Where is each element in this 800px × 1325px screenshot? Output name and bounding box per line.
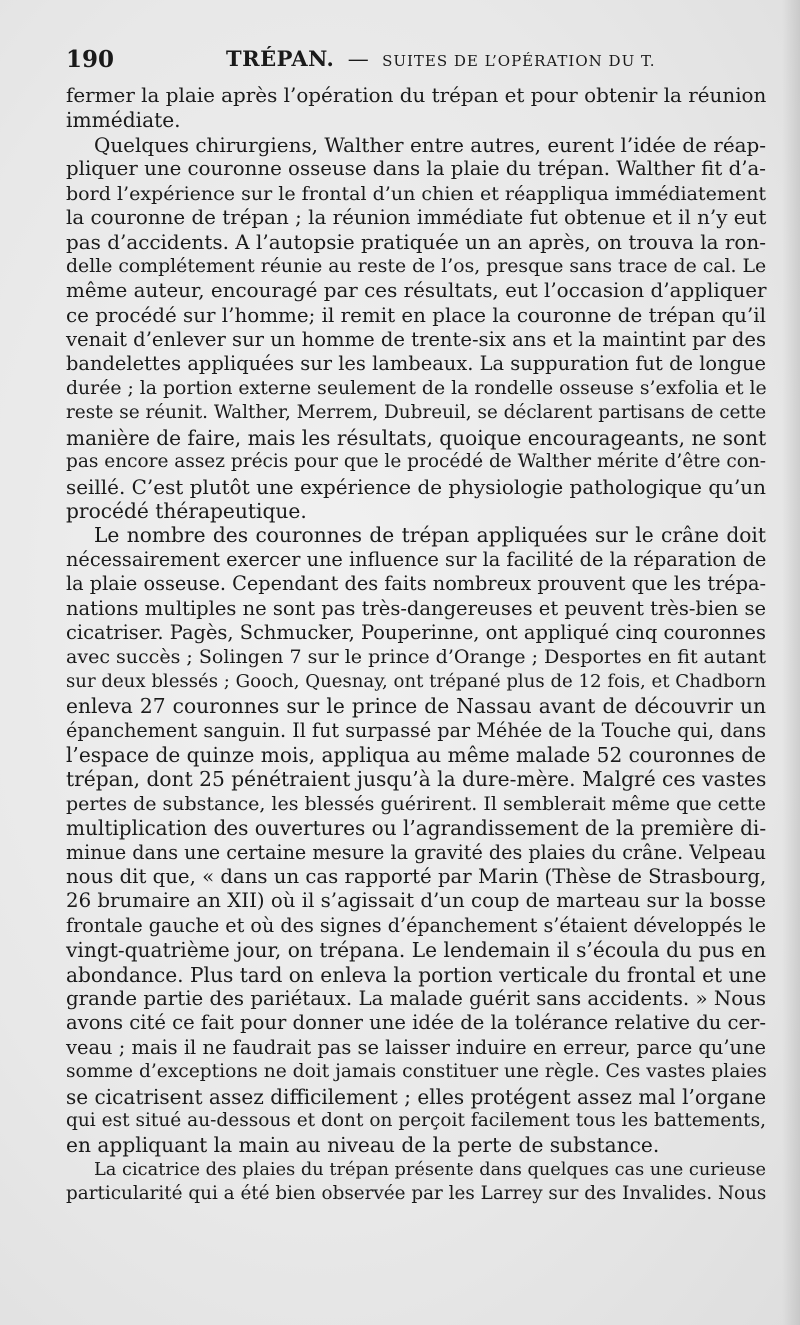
page-header xyxy=(66,46,768,76)
text-line: avons cité ce fait pour donner une idée de la tolérance relative du cer- xyxy=(66,1011,766,1035)
text-line: en appliquant la main au niveau de la perte de substance. xyxy=(66,1133,660,1158)
text-line: Le nombre des couronnes de trépan appliquées sur le crâne doit xyxy=(94,523,766,548)
paragraph xyxy=(66,133,766,524)
text-line: fermer la plaie après l’opération du trépan et pour obtenir la réunion xyxy=(66,84,767,107)
page-number: 190 xyxy=(66,46,115,73)
text-line: durée ; la portion externe seulement de la rondelle osseuse s’exfolia et le xyxy=(66,377,767,399)
text-line: reste se réunit. Walther, Merrem, Dubreuil, se déclarent partisans de cette xyxy=(66,402,767,424)
text-line: immédiate. xyxy=(66,108,181,133)
text-line: se cicatrisent assez difficilement ; elles protégent assez mal l’organe xyxy=(66,1084,767,1109)
text-line: la plaie osseuse. Cependant des faits nombreux prouvent que les trépa- xyxy=(66,572,766,596)
text-line: abondance. Plus tard on enleva la portion verticale du frontal et une xyxy=(66,962,767,987)
text-line: l’espace de quinze mois, appliqua au même malade 52 couronnes de xyxy=(66,742,766,767)
text-line: manière de faire, mais les résultats, quoique encourageants, ne sont xyxy=(66,425,767,450)
paragraph xyxy=(66,523,766,1158)
text-line: même auteur, encouragé par ces résultats, eut l’occasion d’appliquer xyxy=(66,279,767,303)
text-line: delle complétement réunie au reste de l’os, presque sans trace de cal. Le xyxy=(66,255,767,277)
text-line: procédé thérapeutique. xyxy=(66,498,307,523)
text-line: frontale gauche et où des signes d’épanchement s’étaient développés le xyxy=(66,913,767,937)
text-line: épanchement sanguin. Il fut surpassé par Méhée de la Touche qui, dans xyxy=(66,718,767,742)
running-head-subtitle: SUITES DE L’OPÉRATION DU T. xyxy=(382,52,656,70)
text-line: veau ; mais il ne faudrait pas se laisser induire en erreur, parce qu’une xyxy=(66,1035,766,1059)
text-line: nécessairement exercer une influence sur la facilité de la réparation de xyxy=(66,547,767,571)
text-line: nations multiples ne sont pas très-dangereuses et peuvent très-bien se xyxy=(66,596,766,620)
text-line: avec succès ; Solingen 7 sur le prince d’Orange ; Desportes en fit autant xyxy=(66,646,767,669)
text-line: grande partie des pariétaux. La malade guérit sans accidents. » Nous xyxy=(66,987,766,1011)
running-head-separator: — xyxy=(347,47,369,71)
text-line: minue dans une certaine mesure la gravité des plaies du crâne. Velpeau xyxy=(66,840,766,864)
text-line: pliquer une couronne osseuse dans la plaie du trépan. Walther fit d’a- xyxy=(66,157,766,181)
text-line: pertes de substance, les blessés guérirent. Il semblerait même que cette xyxy=(66,792,766,815)
text-line: sur deux blessés ; Gooch, Quesnay, ont trépané plus de 12 fois, et Chadborn xyxy=(66,670,766,692)
body-text xyxy=(66,84,766,1207)
text-line: qui est situé au-dessous et dont on perçoit facilement tous les battements, xyxy=(66,1110,766,1132)
text-line: Quelques chirurgiens, Walther entre autres, eurent l’idée de réap- xyxy=(94,132,766,157)
text-line: ce procédé sur l’homme; il remit en place la couronne de trépan qu’il xyxy=(66,303,766,327)
text-line: enleva 27 couronnes sur le prince de Nassau avant de découvrir un xyxy=(66,694,766,719)
text-line: pas d’accidents. A l’autopsie pratiquée un an après, on trouva la ron- xyxy=(66,230,766,255)
page-edge-shadow xyxy=(782,0,800,1325)
text-line: la couronne de trépan ; la réunion immédiate fut obtenue et il n’y eut xyxy=(66,206,767,230)
text-line: vingt-quatrième jour, on trépana. Le lendemain il s’écoula du pus en xyxy=(66,938,766,963)
text-line: bandelettes appliquées sur les lambeaux. La suppuration fut de longue xyxy=(66,352,766,376)
text-line: nous dit que, « dans un cas rapporté par Marin (Thèse de Strasbourg, xyxy=(66,865,767,888)
text-line: pas encore assez précis pour que le procédé de Walther mérite d’être con- xyxy=(66,451,766,473)
text-line: cicatriser. Pagès, Schmucker, Pouperinne, ont appliqué cinq couronnes xyxy=(66,620,766,644)
text-line: somme d’exceptions ne doit jamais constituer une règle. Ces vastes plaies xyxy=(66,1061,767,1083)
paragraph xyxy=(66,1158,766,1207)
running-head xyxy=(226,46,656,71)
text-line: venait d’enlever sur un homme de trente-six ans et la maintint par des xyxy=(66,328,766,352)
text-line: multiplication des ouvertures ou l’agrandissement de la première di- xyxy=(66,816,767,841)
text-line: La cicatrice des plaies du trépan présente dans quelques cas une curieuse xyxy=(94,1159,767,1180)
text-line: seillé. C’est plutôt une expérience de physiologie pathologique qu’un xyxy=(66,474,766,499)
text-line: particularité qui a été bien observée par les Larrey sur des Invalides. Nous xyxy=(66,1183,767,1205)
text-line: trépan, dont 25 pénétraient jusqu’à la dure-mère. Malgré ces vastes xyxy=(66,767,767,792)
paragraph xyxy=(66,84,766,133)
text-line: 26 brumaire an XII) où il s’agissait d’un coup de marteau sur la bosse xyxy=(66,889,766,913)
running-head-title: TRÉPAN. xyxy=(226,46,335,71)
text-line: bord l’expérience sur le frontal d’un chien et réappliqua immédiatement xyxy=(66,182,766,205)
